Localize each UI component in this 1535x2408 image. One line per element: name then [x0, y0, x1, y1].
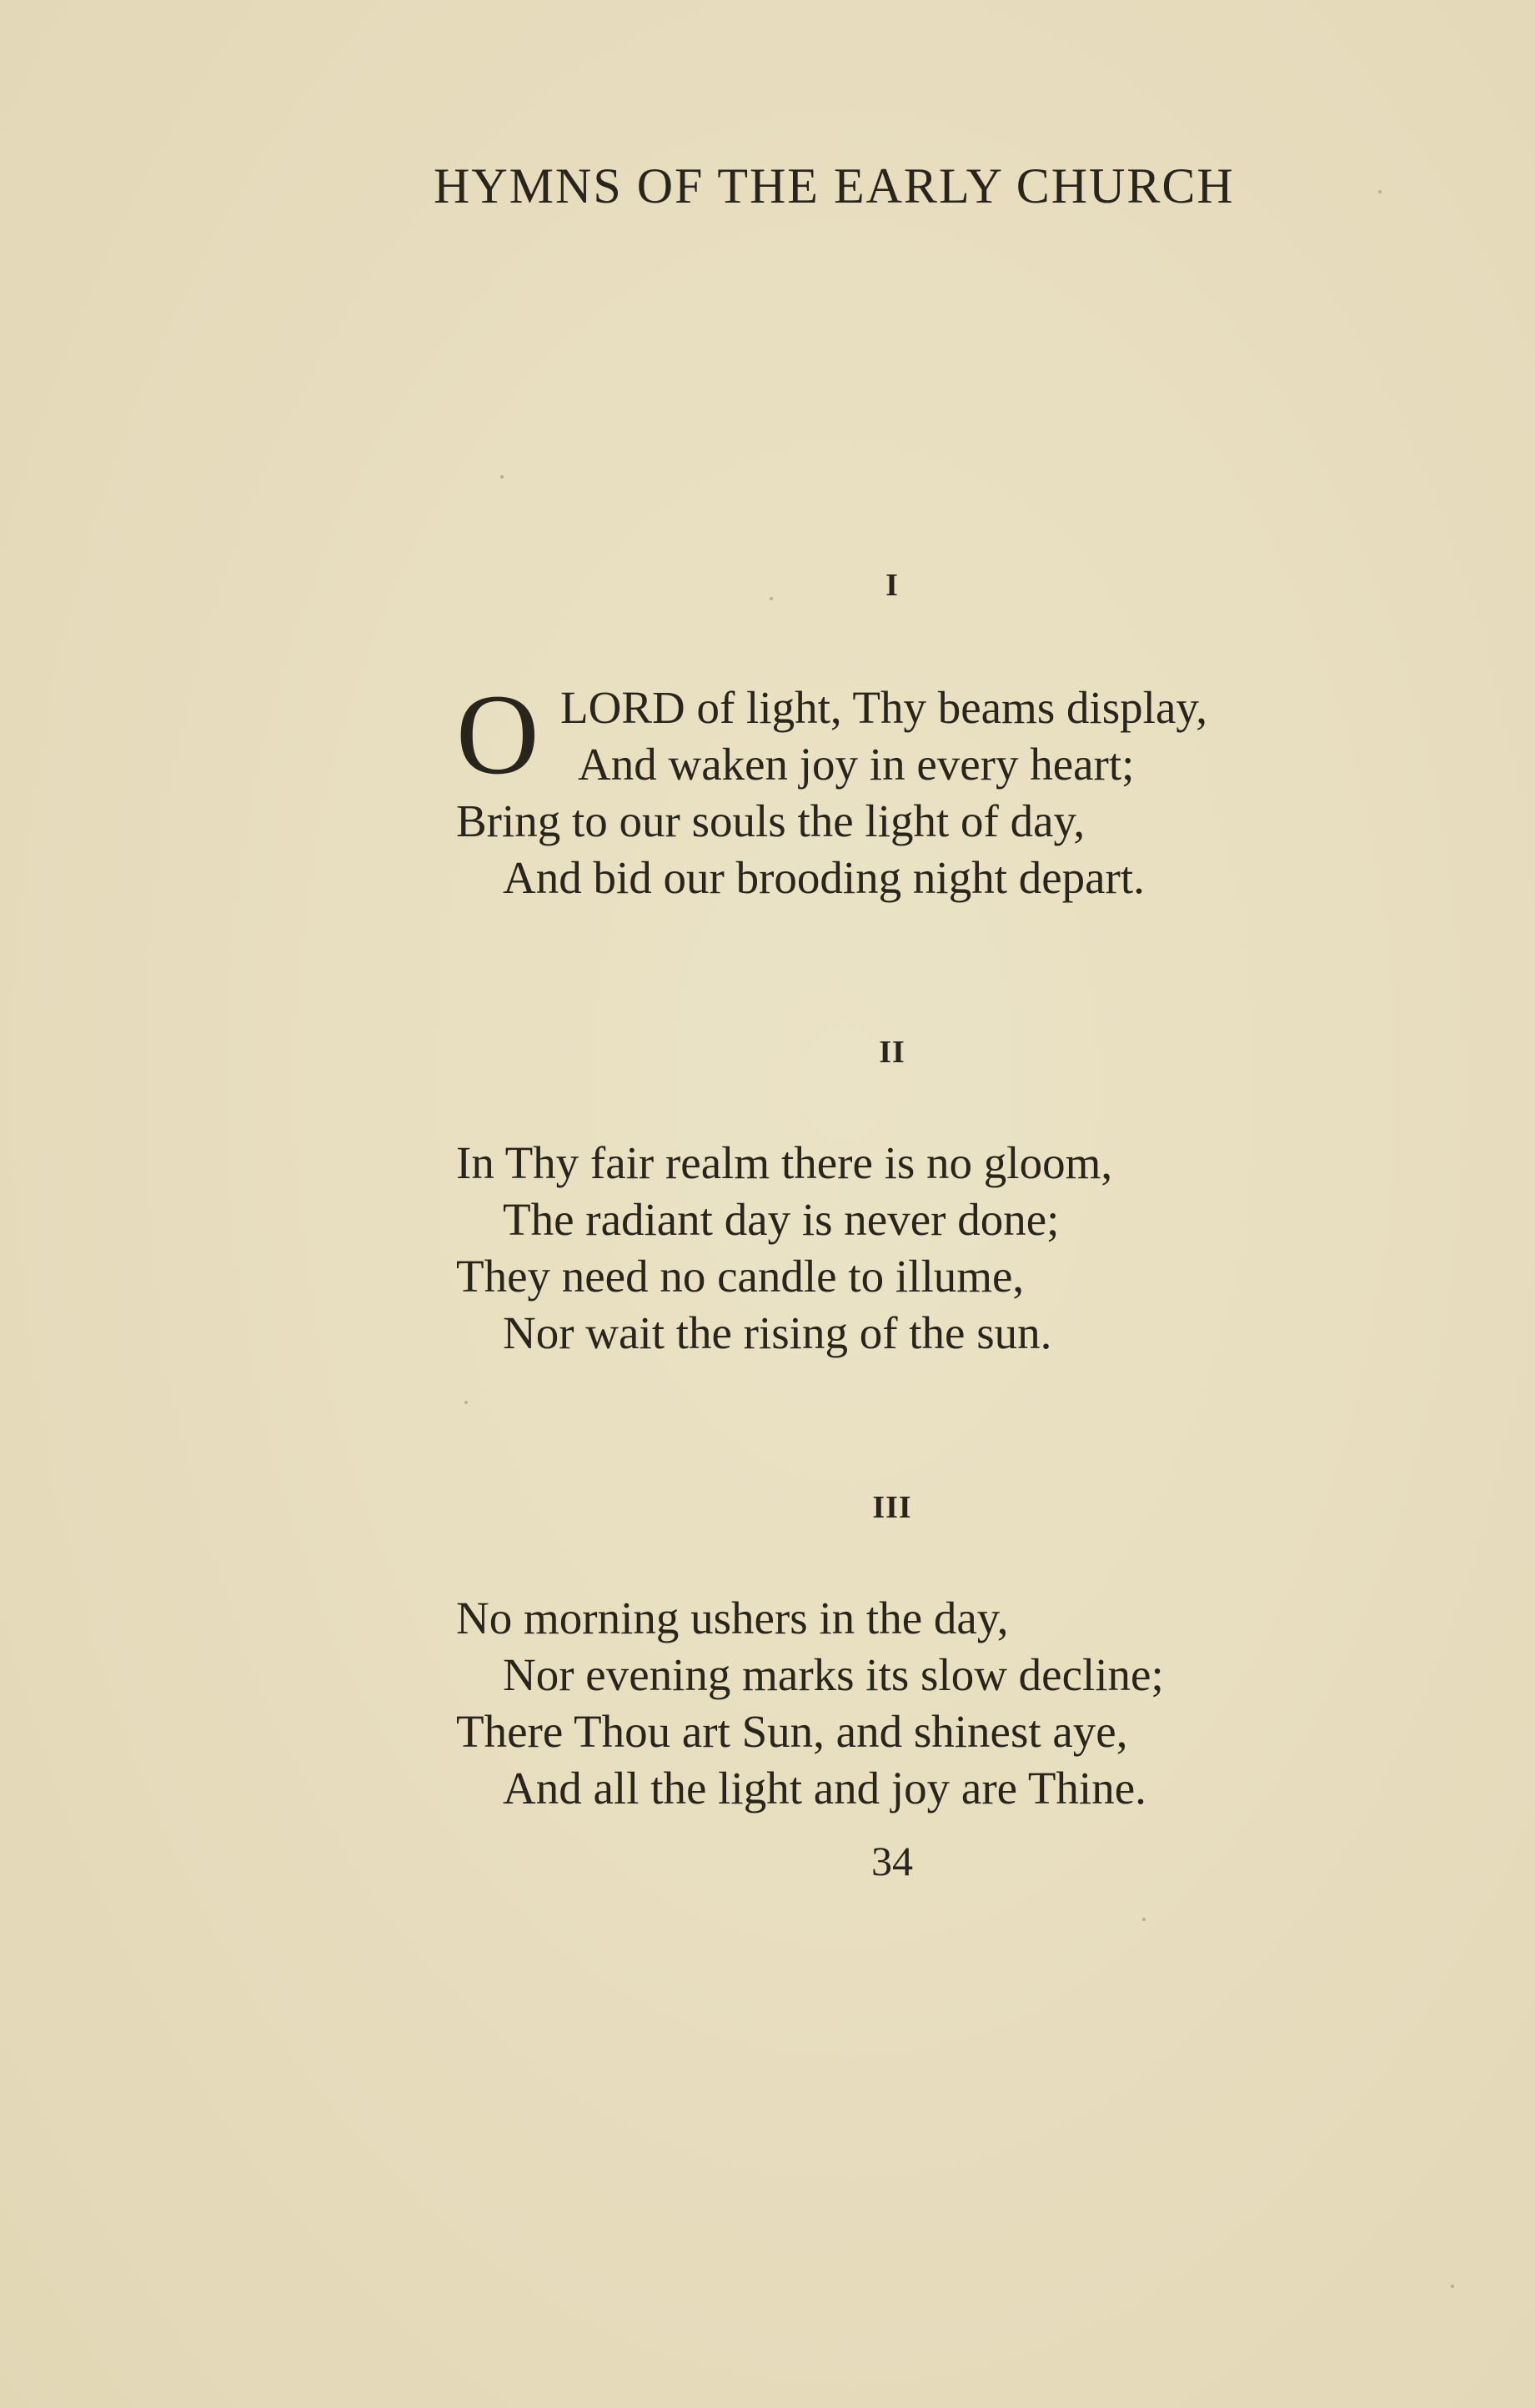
running-head: HYMNS OF THE EARLY CHURCH [434, 158, 1235, 213]
stanza-2-line-3: They need no candle to illume, [456, 1251, 1025, 1302]
drop-cap: O [456, 670, 539, 798]
stanza-3-line-2: Nor evening marks its slow decline; [503, 1649, 1164, 1700]
page-number: 34 [871, 1838, 913, 1884]
stanza-1-line-3: Bring to our souls the light of day, [456, 795, 1086, 846]
stanza-3-line-1: No morning ushers in the day, [456, 1593, 1009, 1643]
stanza-2-line-4: Nor wait the rising of the sun. [503, 1307, 1052, 1358]
paper-speck [1451, 2285, 1454, 2288]
stanza-2-line-2: The radiant day is never done; [503, 1194, 1060, 1245]
paper-speck [1142, 1918, 1146, 1921]
paper-speck [770, 597, 773, 600]
stanza-2-line-1: In Thy fair realm there is no gloom, [456, 1137, 1113, 1188]
stanza-numeral-3: III [872, 1490, 912, 1525]
stanza-numeral-2: II [879, 1035, 905, 1070]
stanza-3-line-4: And all the light and joy are Thine. [503, 1763, 1146, 1814]
stanza-1-line-4: And bid our brooding night depart. [503, 852, 1145, 903]
stanza-numeral-1: I [885, 568, 899, 603]
stanza-3-line-3: There Thou art Sun, and shinest aye, [456, 1706, 1128, 1757]
paper-speck [464, 1401, 468, 1404]
stanza-1-line-2: And waken joy in every heart; [578, 739, 1135, 790]
paper-speck [1378, 190, 1382, 193]
paper-speck [500, 475, 504, 479]
stanza-1-line-1: LORD of light, Thy beams display, [560, 682, 1208, 733]
